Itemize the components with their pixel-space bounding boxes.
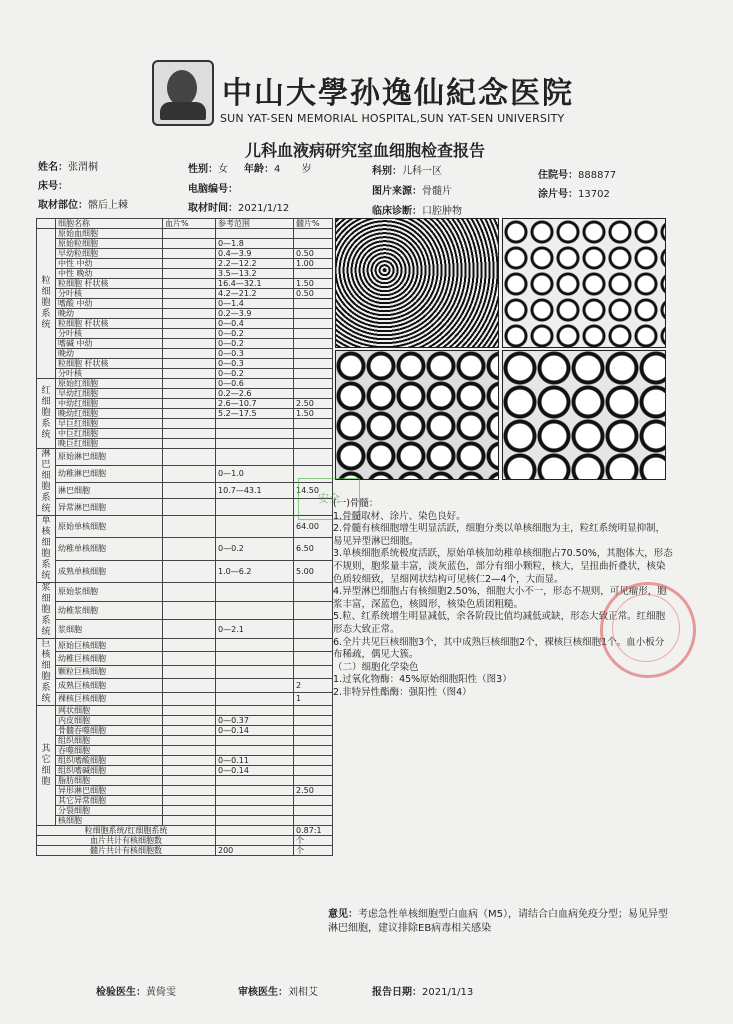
reference-range: 2.2—12.2: [216, 259, 294, 269]
desc-line: 1.过氧化物酶：45%原始细胞阳性（图3）: [333, 674, 512, 686]
blood-percent: [163, 389, 216, 399]
blood-percent: [163, 239, 216, 249]
marrow-percent: [294, 706, 333, 716]
marrow-percent: [294, 796, 333, 806]
cell-group-label: 单核细胞系统: [37, 516, 56, 583]
reference-range: [216, 806, 294, 816]
reference-range: 10.7—43.1: [216, 482, 294, 499]
reference-range: 0.4—3.9: [216, 249, 294, 259]
table-row: [37, 560, 333, 582]
micrograph-1: [335, 218, 499, 348]
blood-percent: [163, 369, 216, 379]
reference-range: 0—0.14: [216, 726, 294, 736]
blood-percent: [163, 538, 216, 560]
marrow-percent: [294, 369, 333, 379]
table-row: [37, 309, 333, 319]
table-row: [37, 349, 333, 359]
reviewer: 审核医生：刘相艾: [238, 987, 318, 998]
table-row: [37, 816, 333, 826]
hospital-name-en: SUN YAT-SEN MEMORIAL HOSPITAL,SUN YAT-SEN UNIVERSITY: [220, 112, 565, 125]
table-row: [37, 679, 333, 692]
col-blood: 血片%: [163, 219, 216, 229]
cell-name: 组织嗜酸细胞: [56, 756, 163, 766]
desc-line: (一)骨髓：: [333, 498, 379, 509]
table-row: [37, 359, 333, 369]
blood-percent: [163, 746, 216, 756]
marrow-percent: 1.50: [294, 279, 333, 289]
blood-percent: [163, 716, 216, 726]
marrow-percent: 5.00: [294, 560, 333, 582]
marrow-percent: [294, 389, 333, 399]
reference-range: [216, 499, 294, 516]
blood-percent: [163, 249, 216, 259]
blood-percent: [163, 560, 216, 582]
cell-name: 成熟巨核细胞: [56, 679, 163, 692]
cell-name: 粒细胞 杆状核: [56, 359, 163, 369]
marrow-percent: 1.50: [294, 409, 333, 419]
blood-percent: [163, 692, 216, 705]
marrow-percent: [294, 269, 333, 279]
blood-percent: [163, 620, 216, 639]
marrow-percent: [294, 439, 333, 449]
table-row: [37, 786, 333, 796]
marrow-percent: [294, 349, 333, 359]
cell-name: 分裂细胞: [56, 806, 163, 816]
reference-range: 0—0.37: [216, 716, 294, 726]
reference-range: 0—1.0: [216, 465, 294, 482]
reference-range: 0—2.1: [216, 620, 294, 639]
blood-percent: [163, 259, 216, 269]
reference-range: [216, 692, 294, 705]
cell-name: 分叶核: [56, 369, 163, 379]
report-date: 报告日期：2021/1/13: [372, 987, 474, 998]
reference-range: 0—0.2: [216, 538, 294, 560]
blood-percent: [163, 786, 216, 796]
reference-range: [216, 439, 294, 449]
marrow-percent: 0.50: [294, 289, 333, 299]
patient-age: 年龄：4 岁: [244, 164, 312, 175]
cell-name: 内皮细胞: [56, 716, 163, 726]
reference-range: [216, 229, 294, 239]
blood-percent: [163, 299, 216, 309]
table-row: [37, 279, 333, 289]
blood-percent: [163, 776, 216, 786]
table-row: [37, 249, 333, 259]
patient-name: 姓名：张渭桐: [38, 162, 98, 173]
marrow-percent: [294, 816, 333, 826]
bed-number: 床号：: [38, 181, 68, 192]
blood-percent: [163, 499, 216, 516]
table-row: [37, 449, 333, 466]
reference-range: [216, 736, 294, 746]
cell-name: 粒细胞 杆状核: [56, 279, 163, 289]
cell-name: 骨髓吞噬细胞: [56, 726, 163, 736]
reference-range: 2.6—10.7: [216, 399, 294, 409]
cell-name: 核细胞: [56, 816, 163, 826]
blood-percent: [163, 665, 216, 678]
cell-name: 网状细胞: [56, 706, 163, 716]
marrow-percent: [294, 299, 333, 309]
watermark-stamp: 安全: [298, 478, 360, 520]
reference-range: 0—0.3: [216, 349, 294, 359]
cell-name: 原始浆细胞: [56, 583, 163, 602]
cell-name: 淋巴细胞: [56, 482, 163, 499]
blood-percent: [163, 419, 216, 429]
reference-range: [216, 516, 294, 538]
blood-percent: [163, 516, 216, 538]
table-row: [37, 665, 333, 678]
blood-percent: [163, 359, 216, 369]
image-source: 图片来源：骨髓片: [372, 186, 452, 197]
blood-percent: [163, 796, 216, 806]
cell-name: 晚巨红细胞: [56, 439, 163, 449]
blood-percent: [163, 449, 216, 466]
cell-name: 原始血细胞: [56, 229, 163, 239]
blood-percent: [163, 639, 216, 652]
cell-name: 幼稚浆细胞: [56, 601, 163, 620]
marrow-percent: [294, 665, 333, 678]
cell-name: 成熟单核细胞: [56, 560, 163, 582]
cell-group-label: 浆细胞系统: [37, 583, 56, 639]
cell-name: 幼稚单核细胞: [56, 538, 163, 560]
cell-name: 分叶核: [56, 329, 163, 339]
blood-percent: [163, 439, 216, 449]
cell-name: 分叶核: [56, 289, 163, 299]
hospital-seal-inner: [612, 594, 680, 662]
table-row: [37, 652, 333, 665]
desc-line: 5.粒、红系统增生明显减低，余各阶段比值均减低或缺，形态大致正常。红细胞形态大致正常。: [333, 611, 666, 635]
micrograph-4: [502, 350, 666, 480]
sample-site: 取材部位：髂后上棘: [38, 200, 128, 211]
reference-range: 0—0.2: [216, 339, 294, 349]
cell-name: 异常淋巴细胞: [56, 499, 163, 516]
cell-name: 幼稚淋巴细胞: [56, 465, 163, 482]
reference-range: [216, 706, 294, 716]
table-row: [37, 516, 333, 538]
reference-range: [216, 776, 294, 786]
reference-range: 0—0.2: [216, 369, 294, 379]
table-row: [37, 319, 333, 329]
blood-percent: [163, 339, 216, 349]
marrow-percent: 14.50: [294, 482, 333, 499]
marrow-total-row: 髓片共计有核细胞数 200 个: [37, 846, 333, 856]
marrow-percent: [294, 429, 333, 439]
blood-percent: [163, 816, 216, 826]
table-row: [37, 409, 333, 419]
table-row: [37, 339, 333, 349]
table-row: [37, 736, 333, 746]
table-row: [37, 369, 333, 379]
blood-percent: [163, 756, 216, 766]
cell-name: 组织嗜碱细胞: [56, 766, 163, 776]
table-row: [37, 639, 333, 652]
table-row: [37, 692, 333, 705]
table-row: [37, 806, 333, 816]
hospital-name-cn: 中山大學孙逸仙紀念医院: [222, 76, 574, 111]
table-row: [37, 399, 333, 409]
reference-range: [216, 419, 294, 429]
col-cell-name: 细胞名称: [56, 219, 163, 229]
cell-name: 中幼红细胞: [56, 399, 163, 409]
marrow-percent: 2.50: [294, 399, 333, 409]
table-row: [37, 419, 333, 429]
reference-range: [216, 796, 294, 806]
table-row: [37, 776, 333, 786]
marrow-percent: [294, 736, 333, 746]
blood-percent: [163, 429, 216, 439]
sample-time: 取材时间：2021/1/12: [188, 203, 290, 214]
table-row: [37, 299, 333, 309]
cell-group-label: 其它细胞: [37, 706, 56, 826]
marrow-percent: [294, 639, 333, 652]
blood-percent: [163, 269, 216, 279]
desc-line: （二）细胞化学染色: [333, 661, 419, 673]
reference-range: 16.4—32.1: [216, 279, 294, 289]
reference-range: [216, 449, 294, 466]
table-row: [37, 499, 333, 516]
blood-percent: [163, 319, 216, 329]
reference-range: [216, 665, 294, 678]
blood-percent: [163, 349, 216, 359]
reference-range: [216, 429, 294, 439]
cell-name: 中性 中幼: [56, 259, 163, 269]
table-row: [37, 706, 333, 716]
table-row: [37, 583, 333, 602]
marrow-percent: [294, 601, 333, 620]
cell-name: 嗜酸 中幼: [56, 299, 163, 309]
cell-count-table: [36, 218, 333, 856]
marrow-percent: [294, 319, 333, 329]
cell-group-label: 巨核细胞系统: [37, 639, 56, 706]
cell-name: 颗粒巨核细胞: [56, 665, 163, 678]
marrow-percent: [294, 806, 333, 816]
marrow-percent: 6.50: [294, 538, 333, 560]
blood-percent: [163, 379, 216, 389]
table-row: [37, 259, 333, 269]
blood-percent: [163, 736, 216, 746]
marrow-percent: 2: [294, 679, 333, 692]
table-row: [37, 538, 333, 560]
cell-name: 粒细胞 杆状核: [56, 319, 163, 329]
marrow-percent: [294, 583, 333, 602]
reference-range: [216, 786, 294, 796]
table-row: [37, 379, 333, 389]
blood-percent: [163, 679, 216, 692]
opinion: 意见：考虑急性单核细胞型白血病（M5），请结合白血病免疫分型；易见异型淋巴细胞，建议排除EB病毒相关感染: [328, 909, 668, 934]
blood-total-row: 血片共计有核细胞数 个: [37, 836, 333, 846]
reference-range: 0—0.2: [216, 329, 294, 339]
patient-dept: 科别：儿科一区: [372, 166, 442, 177]
cell-name: 中性 晚幼: [56, 269, 163, 279]
cell-name: 早巨红细胞: [56, 419, 163, 429]
desc-line: 1.骨髓取材、涂片、染色良好。: [333, 510, 466, 522]
cell-group-label: 淋巴细胞系统: [37, 449, 56, 516]
cell-name: 裸核巨核细胞: [56, 692, 163, 705]
cell-name: 晚幼红细胞: [56, 409, 163, 419]
blood-percent: [163, 399, 216, 409]
cell-name: 吞噬细胞: [56, 746, 163, 756]
desc-line: 4.异型淋巴细胞占有核细胞2.50%，细胞大小不一，形态不规则，可见瘤形，胞浆丰富，深蓝色，核圆形，核染色质团粗糙。: [333, 586, 667, 610]
reference-range: 0—0.14: [216, 766, 294, 776]
marrow-percent: [294, 239, 333, 249]
table-row: [37, 439, 333, 449]
col-marrow: 髓片%: [294, 219, 333, 229]
reference-range: [216, 746, 294, 756]
marrow-percent: [294, 716, 333, 726]
blood-percent: [163, 279, 216, 289]
table-row: [37, 389, 333, 399]
marrow-percent: [294, 756, 333, 766]
table-row: [37, 482, 333, 499]
reference-range: 1.0—6.2: [216, 560, 294, 582]
table-row: [37, 716, 333, 726]
cell-name: 早幼红细胞: [56, 389, 163, 399]
marrow-percent: [294, 652, 333, 665]
reference-range: 0.2—2.6: [216, 389, 294, 399]
table-row: [37, 229, 333, 239]
blood-percent: [163, 652, 216, 665]
marrow-percent: 0.50: [294, 249, 333, 259]
reference-range: 3.5—13.2: [216, 269, 294, 279]
ratio-row: 粒细胞系统/红细胞系统 0.87:1: [37, 826, 333, 836]
table-row: [37, 766, 333, 776]
clinical-diagnosis: 临床诊断：口腔肿物: [372, 206, 462, 217]
blood-percent: [163, 329, 216, 339]
desc-line: 2.骨髓有核细胞增生明显活跃，细胞分类以单核细胞为主，粒红系统明显抑制，易见异型淋巴细胞。: [333, 523, 666, 547]
hospital-logo: [152, 60, 214, 126]
marrow-percent: [294, 339, 333, 349]
blood-percent: [163, 766, 216, 776]
cell-name: 晚幼: [56, 309, 163, 319]
cell-name: 其它异常细胞: [56, 796, 163, 806]
blood-percent: [163, 583, 216, 602]
table-row: [37, 796, 333, 806]
blood-percent: [163, 601, 216, 620]
desc-line: 2.非特异性酯酶：强阳性（图4）: [333, 686, 472, 698]
blood-percent: [163, 706, 216, 716]
marrow-percent: [294, 726, 333, 736]
reference-range: 0—0.3: [216, 359, 294, 369]
cell-name: 原始单核细胞: [56, 516, 163, 538]
desc-line: 3.单核细胞系统极度活跃，原始单核加幼稚单核细胞占70.50%，其胞体大，形态不规则，胞浆量丰富，淡灰蓝色，部分有细小颗粒，核大，呈扭曲折叠状，核染色质较细致，呈细网状结构可见核仁2—4个，大而显。: [333, 548, 673, 585]
marrow-percent: [294, 419, 333, 429]
reference-range: [216, 679, 294, 692]
cell-name: 组织细胞: [56, 736, 163, 746]
reference-range: 4.2—21.2: [216, 289, 294, 299]
reference-range: 0—1.8: [216, 239, 294, 249]
blood-percent: [163, 726, 216, 736]
reference-range: [216, 601, 294, 620]
marrow-percent: [294, 229, 333, 239]
cell-name: 早幼粒细胞: [56, 249, 163, 259]
cell-group-label: 粒细胞系统: [37, 229, 56, 379]
marrow-percent: [294, 746, 333, 756]
micrograph-panel: [335, 218, 665, 478]
examiner: 检验医生：黄倚雯: [96, 987, 176, 998]
reference-range: 0—0.4: [216, 319, 294, 329]
patient-sex: 性别：女: [188, 164, 228, 175]
cell-name: 异形淋巴细胞: [56, 786, 163, 796]
table-row: [37, 239, 333, 249]
reference-range: 0—0.6: [216, 379, 294, 389]
table-row: [37, 429, 333, 439]
blood-percent: [163, 409, 216, 419]
marrow-percent: [294, 620, 333, 639]
marrow-percent: 1: [294, 692, 333, 705]
cell-name: 脂肪细胞: [56, 776, 163, 786]
marrow-percent: [294, 379, 333, 389]
reference-range: 5.2—17.5: [216, 409, 294, 419]
table-row: [37, 726, 333, 736]
marrow-percent: [294, 766, 333, 776]
reference-range: [216, 639, 294, 652]
desc-line: 6.全片共见巨核细胞3个，其中成熟巨核细胞2个，裸核巨核细胞1个。血小板分布稀疏，偶见大簇。: [333, 636, 665, 661]
reference-range: [216, 583, 294, 602]
table-row: [37, 465, 333, 482]
cell-group-label: 红细胞系统: [37, 379, 56, 449]
report-title: 儿科血液病研究室血细胞检查报告: [245, 141, 486, 160]
marrow-percent: [294, 449, 333, 466]
cell-name: 原始红细胞: [56, 379, 163, 389]
cell-name: 原始巨核细胞: [56, 639, 163, 652]
table-row: [37, 269, 333, 279]
slide-number: 涂片号：13702: [538, 189, 610, 200]
reference-range: 0—0.11: [216, 756, 294, 766]
marrow-percent: [294, 776, 333, 786]
marrow-percent: 64.00: [294, 516, 333, 538]
table-row: [37, 756, 333, 766]
marrow-percent: [294, 359, 333, 369]
micrograph-3: [335, 350, 499, 480]
cell-name: 浆细胞: [56, 620, 163, 639]
marrow-percent: [294, 309, 333, 319]
cell-name: 原始粒细胞: [56, 239, 163, 249]
table-row: [37, 289, 333, 299]
marrow-percent: 2.50: [294, 786, 333, 796]
blood-percent: [163, 309, 216, 319]
cell-name: 原始淋巴细胞: [56, 449, 163, 466]
table-row: [37, 620, 333, 639]
blood-percent: [163, 482, 216, 499]
micrograph-2: [502, 218, 666, 348]
cell-name: 幼稚巨核细胞: [56, 652, 163, 665]
computer-number: 电脑编号：: [188, 184, 238, 195]
table-row: [37, 329, 333, 339]
blood-percent: [163, 229, 216, 239]
cell-name: 中巨红细胞: [56, 429, 163, 439]
blood-percent: [163, 289, 216, 299]
admission-number: 住院号：888877: [538, 170, 617, 181]
reference-range: [216, 652, 294, 665]
col-range: 参考范围: [216, 219, 294, 229]
blood-percent: [163, 465, 216, 482]
reference-range: 0.2—3.9: [216, 309, 294, 319]
table-row: [37, 746, 333, 756]
cell-name: 晚幼: [56, 349, 163, 359]
cell-name: 嗜碱 中幼: [56, 339, 163, 349]
marrow-percent: [294, 329, 333, 339]
reference-range: [216, 816, 294, 826]
table-row: [37, 601, 333, 620]
blood-percent: [163, 806, 216, 816]
reference-range: 0—1.4: [216, 299, 294, 309]
marrow-percent: 1.00: [294, 259, 333, 269]
table-header-row: [37, 219, 333, 229]
